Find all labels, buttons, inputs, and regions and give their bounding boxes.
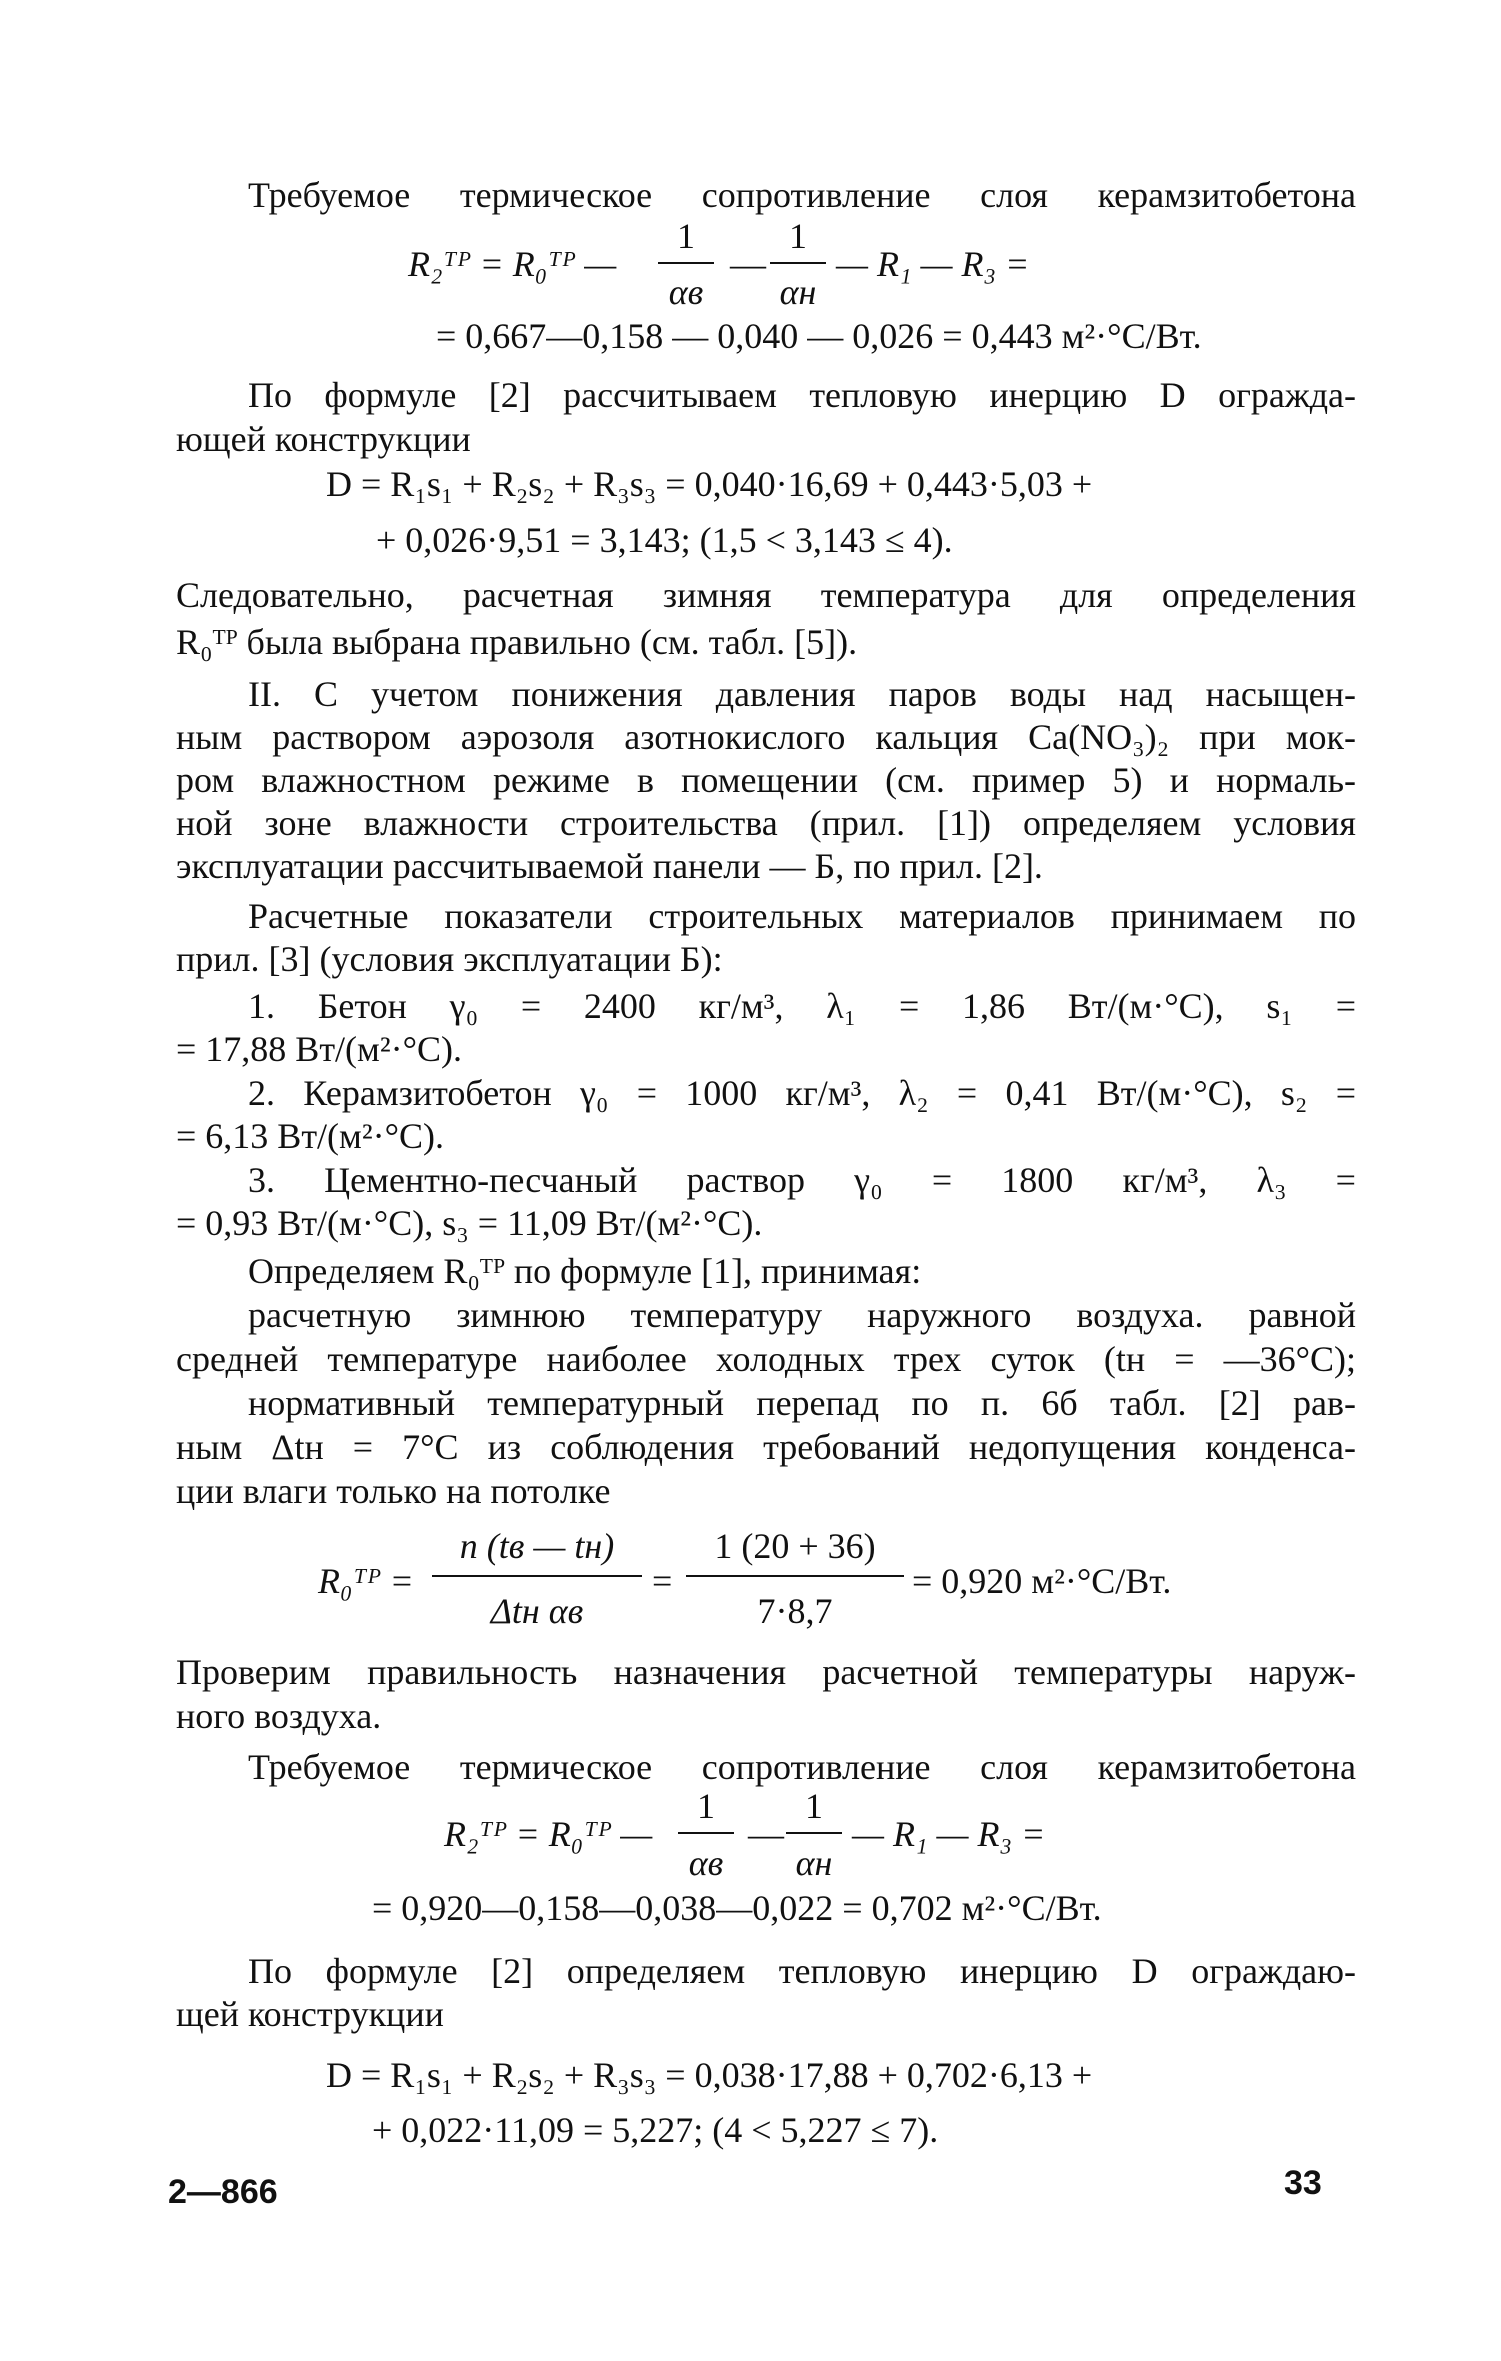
- eq3-minus: —: [748, 1814, 784, 1854]
- eq2-frac2-den: 7·8,7: [757, 1591, 833, 1631]
- eq1-frac2-bar: [770, 262, 826, 264]
- text-line-17: = 17,88 Вт/(м²·°С).: [176, 1029, 462, 1069]
- text-line-4: ющей конструкции: [176, 419, 471, 459]
- text-line-35: + 0,022·11,09 = 5,227; (4 < 5,227 ≤ 7).: [372, 2110, 939, 2150]
- printer-signature: 2—866: [168, 2173, 278, 2211]
- eq2-frac2-num: 1 (20 + 36): [714, 1526, 876, 1566]
- text-line-23: расчетную зимнюю температуру наружного воздуха. равной: [248, 1295, 1356, 1335]
- eq3-frac2-den: αн: [795, 1843, 833, 1883]
- text-line-21: = 0,93 Вт/(м·°С), s₃ = 11,09 Вт/(м²·°С).: [176, 1203, 763, 1243]
- text-line-27: ции влаги только на потолке: [176, 1471, 611, 1511]
- text-line-10: ным раствором аэрозоля азотнокислого кальция Ca(NO₃)₂ при мок-: [176, 717, 1356, 757]
- eq2-lhs: R₀ᵀᴾ =: [318, 1561, 414, 1601]
- eq1-frac1-den: αв: [668, 272, 704, 312]
- eq1-lhs: R₂ᵀᴾ = R₀ᵀᴾ —: [408, 244, 617, 284]
- text-line-31: = 0,920—0,158—0,038—0,022 = 0,702 м²·°С/Вт.: [372, 1888, 1102, 1928]
- text-line-33: щей конструкции: [176, 1994, 444, 2034]
- eq3-frac2-num: 1: [805, 1786, 823, 1826]
- text-line-7: Следовательно, расчетная зимняя температура для определения: [176, 575, 1356, 615]
- text-line-3: По формуле [2] рассчитываем тепловую инерцию D огражда-: [248, 375, 1356, 415]
- eq1-minus: —: [730, 244, 766, 284]
- text-line-26: ным Δtн = 7°С из соблюдения требований недопущения конденса-: [176, 1427, 1356, 1467]
- text-line-15: прил. [3] (условия эксплуатации Б):: [176, 939, 723, 979]
- text-line-32: По формуле [2] определяем тепловую инерцию D ограждаю-: [248, 1951, 1356, 1991]
- text-line-8: R₀ᵀᴾ была выбрана правильно (см. табл. [5]).: [176, 622, 858, 662]
- eq2-frac1-bar: [432, 1575, 642, 1577]
- text-line-30: Требуемое термическое сопротивление слоя керамзитобетона: [248, 1747, 1356, 1787]
- text-line-16: 1. Бетон γ₀ = 2400 кг/м³, λ₁ = 1,86 Вт/(м·°С), s₁ =: [248, 986, 1356, 1026]
- text-line-5: D = R₁s₁ + R₂s₂ + R₃s₃ = 0,040·16,69 + 0,443·5,03 +: [326, 464, 1093, 504]
- text-line-11: ром влажностном режиме в помещении (см. пример 5) и нормаль-: [176, 760, 1356, 800]
- text-line-34: D = R₁s₁ + R₂s₂ + R₃s₃ = 0,038·17,88 + 0,702·6,13 +: [326, 2055, 1093, 2095]
- eq3-tail: — R₁ — R₃ =: [852, 1814, 1046, 1854]
- text-line-24: средней температуре наиболее холодных трех суток (tн = —36°С);: [176, 1339, 1356, 1379]
- eq1-frac2-num: 1: [789, 216, 807, 256]
- text-line-18: 2. Керамзитобетон γ₀ = 1000 кг/м³, λ₂ = 0,41 Вт/(м·°С), s₂ =: [248, 1073, 1356, 1113]
- text-line-20: 3. Цементно-песчаный раствор γ₀ = 1800 кг/м³, λ₃ =: [248, 1160, 1356, 1200]
- eq2-frac1-den: Δtн αв: [490, 1591, 584, 1631]
- text-line-2: = 0,667—0,158 — 0,040 — 0,026 = 0,443 м²·°С/Вт.: [436, 316, 1202, 356]
- text-line-1: Требуемое термическое сопротивление слоя керамзитобетона: [248, 175, 1356, 215]
- eq1-tail: — R₁ — R₃ =: [836, 244, 1030, 284]
- eq3-frac1-num: 1: [697, 1786, 715, 1826]
- text-line-19: = 6,13 Вт/(м²·°С).: [176, 1116, 444, 1156]
- eq3-frac1-den: αв: [688, 1843, 724, 1883]
- eq1-frac2-den: αн: [779, 272, 817, 312]
- eq2-tail: = 0,920 м²·°С/Вт.: [912, 1561, 1172, 1601]
- text-line-12: ной зоне влажности строительства (прил. [1]) определяем условия: [176, 803, 1356, 843]
- text-line-29: ного воздуха.: [176, 1696, 382, 1736]
- text-line-25: нормативный температурный перепад по п. 6б табл. [2] рав-: [248, 1383, 1356, 1423]
- text-line-28: Проверим правильность назначения расчетной температуры наруж-: [176, 1652, 1356, 1692]
- eq1-frac1-num: 1: [677, 216, 695, 256]
- page-number: 33: [1284, 2164, 1322, 2202]
- eq1-frac1-bar: [658, 262, 714, 264]
- text-line-13: эксплуатации рассчитываемой панели — Б, по прил. [2].: [176, 846, 1043, 886]
- eq3-frac1-bar: [678, 1832, 734, 1834]
- eq2-equals: =: [652, 1561, 673, 1601]
- eq2-frac1-num: n (tв — tн): [459, 1526, 615, 1566]
- eq2-frac2-bar: [686, 1575, 904, 1577]
- eq3-lhs: R₂ᵀᴾ = R₀ᵀᴾ —: [444, 1814, 653, 1854]
- text-line-9: II. С учетом понижения давления паров воды над насыщен-: [248, 674, 1356, 714]
- text-line-22: Определяем R₀ᵀᴾ по формуле [1], принимая:: [248, 1251, 922, 1291]
- text-line-6: + 0,026·9,51 = 3,143; (1,5 < 3,143 ≤ 4).: [376, 520, 953, 560]
- text-line-14: Расчетные показатели строительных материалов принимаем по: [248, 896, 1356, 936]
- eq3-frac2-bar: [786, 1832, 842, 1834]
